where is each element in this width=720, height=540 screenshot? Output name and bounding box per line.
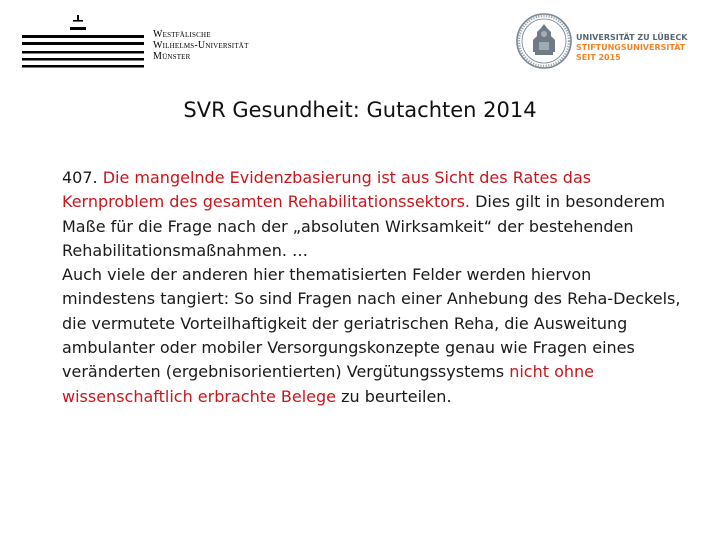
- page-title: SVR Gesundheit: Gutachten 2014: [183, 98, 537, 122]
- uzl-logo: [515, 12, 705, 74]
- wwu-line-3: Münster: [153, 51, 191, 62]
- highlight-text-1: Die mangelnde Evidenzbasierung ist aus Sicht des Rates das Kernproblem des gesamten Rehabilitationssektors.: [62, 168, 592, 212]
- wwu-line-2: Wilhelms-Universität: [153, 40, 249, 51]
- uzl-line-1: UNIVERSITÄT ZU LÜBECK: [576, 33, 688, 42]
- paragraph-2-before: Auch viele der anderen hier thematisierten Felder werden hiervon mindestens tangiert: So sind Fragen nach einer Anhebung des Reha-Deckels, die vermutete Vorteilhaftigkeit der geriatrischen Reha, die Ausweitung ambulanter oder mobiler Versorgungskonzepte genau wie Fragen eines veränderten (ergebnisorientierten) Vergütungssystems: [62, 265, 681, 382]
- paragraph-2-after: zu beurteilen.: [336, 386, 452, 406]
- paragraph-1-rest: Dies gilt in besonderem Maße für die Frage nach der „absoluten Wirksamkeit“ der bestehenden Rehabilitationsmaßnahmen. …: [62, 192, 666, 260]
- paragraph-number: 407.: [62, 168, 103, 187]
- wwu-logo-icon: [18, 12, 148, 72]
- wwu-logo: [18, 12, 268, 72]
- seal-icon: [515, 12, 573, 70]
- uzl-line-3: SEIT 2015: [576, 53, 621, 62]
- wwu-line-1: Westfälische: [153, 29, 211, 40]
- uzl-line-2: STIFTUNGSUNIVERSITÄT: [576, 43, 686, 52]
- highlight-text-2: nicht ohne wissenschaftlich erbrachte Belege: [62, 362, 594, 406]
- body-text: [62, 166, 682, 409]
- paragraph-2: [62, 263, 682, 409]
- paragraph-1: [62, 166, 682, 263]
- uzl-logo-text: [576, 33, 687, 63]
- wwu-logo-text: [153, 29, 249, 62]
